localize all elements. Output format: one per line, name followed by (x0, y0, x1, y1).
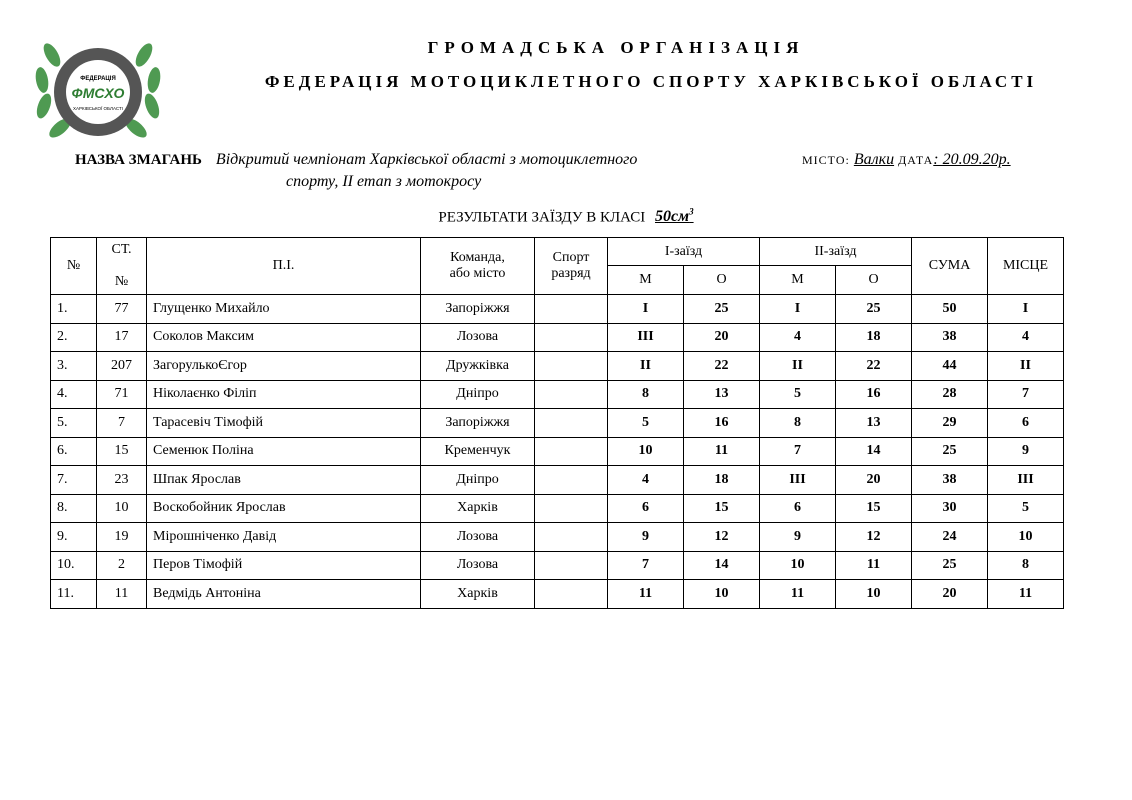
race2-points-cell: 12 (836, 523, 912, 552)
sport-rank-cell (535, 494, 608, 523)
race2-points-cell: 13 (836, 409, 912, 438)
race2-position-cell: 10 (760, 551, 836, 580)
start-number-cell: 207 (97, 352, 147, 381)
competition-name-label: НАЗВА ЗМАГАНЬ (75, 152, 202, 168)
rider-name-cell: Семенюк Поліна (147, 437, 421, 466)
race2-position-cell: II (760, 352, 836, 381)
col-num: № (51, 238, 97, 295)
start-number-cell: 23 (97, 466, 147, 495)
table-row (51, 295, 1064, 324)
sum-points-cell: 38 (912, 466, 988, 495)
start-number-cell: 10 (97, 494, 147, 523)
row-number-cell: 10. (51, 551, 97, 580)
team-cell: Харків (421, 494, 535, 523)
results-table (50, 237, 1064, 609)
table-row (51, 409, 1064, 438)
race2-position-cell: 5 (760, 380, 836, 409)
race2-points-cell: 10 (836, 580, 912, 609)
table-row (51, 323, 1064, 352)
sport-rank-cell (535, 551, 608, 580)
results-title (0, 207, 1132, 226)
team-cell: Запоріжжя (421, 409, 535, 438)
rider-name-cell: Мірошніченко Давід (147, 523, 421, 552)
col-place: МІСЦЕ (988, 238, 1064, 295)
race2-points-cell: 25 (836, 295, 912, 324)
sport-rank-cell (535, 437, 608, 466)
race2-position-cell: 9 (760, 523, 836, 552)
race1-position-cell: 7 (608, 551, 684, 580)
col-race2: ІІ-заїзд (760, 238, 912, 266)
race2-position-cell: III (760, 466, 836, 495)
place-cell: 6 (988, 409, 1064, 438)
race1-points-cell: 12 (684, 523, 760, 552)
team-cell: Лозова (421, 523, 535, 552)
sport-rank-cell (535, 295, 608, 324)
sport-rank-cell (535, 352, 608, 381)
competition-name (75, 151, 637, 169)
col-race2-m: М (760, 266, 836, 295)
table-row (51, 580, 1064, 609)
start-number-cell: 71 (97, 380, 147, 409)
rider-name-cell: Шпак Ярослав (147, 466, 421, 495)
row-number-cell: 7. (51, 466, 97, 495)
col-race1: І-заїзд (608, 238, 760, 266)
race2-points-cell: 11 (836, 551, 912, 580)
race2-points-cell: 16 (836, 380, 912, 409)
race1-points-cell: 22 (684, 352, 760, 381)
race1-position-cell: 11 (608, 580, 684, 609)
table-row (51, 466, 1064, 495)
results-title-text: РЕЗУЛЬТАТИ ЗАЇЗДУ В КЛАСІ (438, 209, 646, 226)
race2-points-cell: 14 (836, 437, 912, 466)
sum-points-cell: 38 (912, 323, 988, 352)
row-number-cell: 5. (51, 409, 97, 438)
rider-name-cell: Ведмідь Антоніна (147, 580, 421, 609)
race1-points-cell: 20 (684, 323, 760, 352)
race1-position-cell: II (608, 352, 684, 381)
place-cell: II (988, 352, 1064, 381)
place-cell: 5 (988, 494, 1064, 523)
sport-rank-cell (535, 380, 608, 409)
team-cell: Запоріжжя (421, 295, 535, 324)
date-value: : 20.09.20р. (933, 151, 1011, 168)
sum-points-cell: 30 (912, 494, 988, 523)
row-number-cell: 6. (51, 437, 97, 466)
race1-position-cell: 8 (608, 380, 684, 409)
org-title-line1: ГРОМАДСЬКА ОРГАНІЗАЦІЯ (427, 38, 805, 57)
sport-rank-cell (535, 466, 608, 495)
table-row (51, 494, 1064, 523)
race2-position-cell: 11 (760, 580, 836, 609)
race1-points-cell: 25 (684, 295, 760, 324)
rider-name-cell: Ніколаєнко Філіп (147, 380, 421, 409)
sum-points-cell: 25 (912, 551, 988, 580)
race1-position-cell: 6 (608, 494, 684, 523)
row-number-cell: 2. (51, 323, 97, 352)
sum-points-cell: 50 (912, 295, 988, 324)
col-race1-m: М (608, 266, 684, 295)
race1-position-cell: 5 (608, 409, 684, 438)
col-team: Команда, або місто (421, 238, 535, 295)
race1-position-cell: I (608, 295, 684, 324)
place-cell: 7 (988, 380, 1064, 409)
sum-points-cell: 20 (912, 580, 988, 609)
table-row (51, 523, 1064, 552)
competition-name-line1: Відкритий чемпіонат Харківської області з мотоциклетного (215, 151, 638, 168)
sum-points-cell: 28 (912, 380, 988, 409)
sport-rank-cell (535, 323, 608, 352)
race2-position-cell: 7 (760, 437, 836, 466)
class-value: $50см^3$ (655, 207, 694, 226)
race2-points-cell: 20 (836, 466, 912, 495)
team-cell: Дружківка (421, 352, 535, 381)
race1-points-cell: 13 (684, 380, 760, 409)
col-sum: СУМА (912, 238, 988, 295)
start-number-cell: 17 (97, 323, 147, 352)
race2-position-cell: 8 (760, 409, 836, 438)
svg-text:ФМСХО: ФМСХО (71, 85, 125, 101)
start-number-cell: 11 (97, 580, 147, 609)
race2-points-cell: 15 (836, 494, 912, 523)
sum-points-cell: 44 (912, 352, 988, 381)
race2-points-cell: 18 (836, 323, 912, 352)
sport-rank-cell (535, 523, 608, 552)
team-cell: Кременчук (421, 437, 535, 466)
sum-points-cell: 24 (912, 523, 988, 552)
table-row (51, 551, 1064, 580)
col-rank: Спорт разряд (535, 238, 608, 295)
sum-points-cell: 29 (912, 409, 988, 438)
place-cell: 9 (988, 437, 1064, 466)
start-number-cell: 2 (97, 551, 147, 580)
date-label: ДАТА (898, 153, 934, 167)
race1-points-cell: 18 (684, 466, 760, 495)
competition-name-line2: спорту, ІІ етап з мотокросу (286, 173, 482, 190)
sport-rank-cell (535, 409, 608, 438)
team-cell: Дніпро (421, 380, 535, 409)
sum-points-cell: 25 (912, 437, 988, 466)
row-number-cell: 1. (51, 295, 97, 324)
row-number-cell: 3. (51, 352, 97, 381)
start-number-cell: 19 (97, 523, 147, 552)
col-name: П.І. (147, 238, 421, 295)
team-cell: Лозова (421, 323, 535, 352)
rider-name-cell: Глущенко Михайло (147, 295, 421, 324)
org-title-line2: ФЕДЕРАЦІЯ МОТОЦИКЛЕТНОГО СПОРТУ ХАРКІВСЬКОЇ ОБЛАСТІ (264, 72, 1038, 91)
start-number-cell: 7 (97, 409, 147, 438)
race2-position-cell: I (760, 295, 836, 324)
place-cell: 4 (988, 323, 1064, 352)
place-cell: 11 (988, 580, 1064, 609)
col-race1-o: О (684, 266, 760, 295)
svg-text:ХАРКІВСЬКОЇ ОБЛАСТІ: ХАРКІВСЬКОЇ ОБЛАСТІ (73, 106, 123, 111)
race1-points-cell: 15 (684, 494, 760, 523)
rider-name-cell: Воскобойник Ярослав (147, 494, 421, 523)
team-cell: Лозова (421, 551, 535, 580)
rider-name-cell: ЗагорулькоЄгор (147, 352, 421, 381)
city-label: МІСТО: (802, 153, 850, 167)
rider-name-cell: Тарасевіч Тімофій (147, 409, 421, 438)
city-date (802, 151, 1011, 169)
svg-text:ФЕДЕРАЦІЯ: ФЕДЕРАЦІЯ (80, 76, 116, 82)
table-row (51, 352, 1064, 381)
race1-position-cell: 9 (608, 523, 684, 552)
city-value: Валки (853, 151, 895, 168)
place-cell: III (988, 466, 1064, 495)
row-number-cell: 4. (51, 380, 97, 409)
col-race2-o: О (836, 266, 912, 295)
team-cell: Дніпро (421, 466, 535, 495)
race1-points-cell: 16 (684, 409, 760, 438)
race1-position-cell: 10 (608, 437, 684, 466)
rider-name-cell: Соколов Максим (147, 323, 421, 352)
race2-position-cell: 6 (760, 494, 836, 523)
table-row (51, 437, 1064, 466)
row-number-cell: 11. (51, 580, 97, 609)
race1-points-cell: 14 (684, 551, 760, 580)
place-cell: 10 (988, 523, 1064, 552)
place-cell: I (988, 295, 1064, 324)
race2-points-cell: 22 (836, 352, 912, 381)
team-cell: Харків (421, 580, 535, 609)
race2-position-cell: 4 (760, 323, 836, 352)
table-row (51, 380, 1064, 409)
start-number-cell: 77 (97, 295, 147, 324)
place-cell: 8 (988, 551, 1064, 580)
col-start-number: СТ. № (97, 238, 147, 295)
row-number-cell: 9. (51, 523, 97, 552)
race1-position-cell: 4 (608, 466, 684, 495)
rider-name-cell: Перов Тімофій (147, 551, 421, 580)
start-number-cell: 15 (97, 437, 147, 466)
race1-position-cell: III (608, 323, 684, 352)
race1-points-cell: 11 (684, 437, 760, 466)
row-number-cell: 8. (51, 494, 97, 523)
race1-points-cell: 10 (684, 580, 760, 609)
sport-rank-cell (535, 580, 608, 609)
